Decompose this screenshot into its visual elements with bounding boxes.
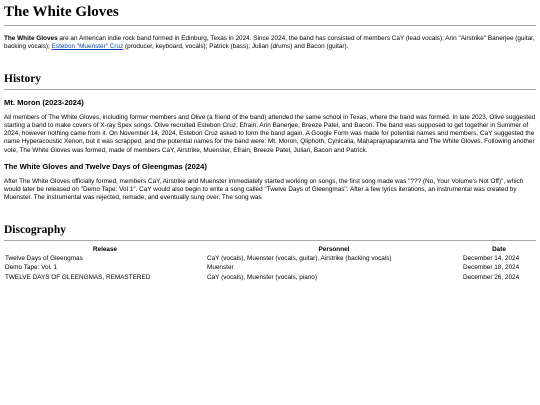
release-cell: Twelve Days of Gleengmas [5,254,83,262]
page-title: The White Gloves [4,3,536,26]
white-gloves-gleengmas-heading: The White Gloves and Twelve Days of Gleengmas (2024) [4,161,207,171]
personnel-cell: CaY (vocals), Muenster (vocals, piano) [207,273,317,281]
release-cell: TWELVE DAYS OF GLEENGMAS, REMASTERED [5,273,151,281]
date-cell: December 26, 2024 [463,273,520,281]
date-cell: December 14, 2024 [463,254,520,262]
column-header-date: Date [492,245,506,253]
history-heading: History [4,72,536,90]
date-cell: December 18, 2024 [463,264,520,272]
column-header-personnel: Personnel [318,245,350,253]
mt-moron-heading: Mt. Moron (2023-2024) [4,98,84,108]
lead-paragraph [4,35,536,51]
personnel-cell: Muenster [207,264,234,272]
lead-text-2: (producer, keyboard, vocals); Patrick (bass); Julian (drums) and Bacon (guitar). [123,43,349,51]
lead-text-1: are an American indie rock band formed in Edinburg, Texas in 2024. Since 2024, the band has consisted of members CaY (lead vocals); Arin "Airstrike" Banerjee (guitar, backing vocals); [4,35,535,51]
release-cell: Demo Tape: Vol. 1 [5,264,58,272]
lead-band-name: The White Gloves [4,35,58,42]
table-row [4,273,536,282]
personnel-cell: CaY (vocals), Muenster (vocals, guitar), Airstrike (backing vocals) [207,254,392,262]
white-gloves-gleengmas-paragraph: After The White Gloves officially formed, members CaY, Airstrike and Muenster immediately started working on songs, the first song made was "??? (No, Your Volume's Not Off)", which would later be released on "Demo Tape: Vol 1". CaY would also begin to write a song called "Twelve Days of Gleengmas". After a few lyrics iterations, an instrumental was created by Muenster. The instrumental was rejected, remade, and eventually sung over. The song was [4,177,524,201]
table-header-row [4,245,536,254]
table-row [4,254,536,263]
column-header-release: Release [92,245,118,253]
discography-table [4,245,536,282]
table-row [4,263,536,272]
mt-moron-paragraph: All members of The White Gloves, including former members and Olive (a friend of the band) attended the same school in Texas, where the band was formed. In late 2023, Olive suggested starting a band to make covers of X-ray Spex songs. Olive recruited Estebon Cruz, Efrain, Arin Banerjee, Breeze Patel, and Bacon. The band was supposed to get together in Summer of 2024, however nothing came from it. On November 14, 2024, Estebon Cruz asked to form the band again. A Google Form was made for potential names and members. CaY suggested the name Hyperacoustic Xenon, but it was scrapped, and the potential names for the band were: Mt. Moron, Qliphoth, Cynicalia, Mahaprajnaparamita and The White Gloves. Following another vote, The White Gloves was formed, made of members CaY, Airstrike, Muenster, Efrain, Breeze Patel, Julian, Bacon and Patrick. [4,114,536,154]
estebon-cruz-link[interactable]: Estebon "Muenster" Cruz [51,43,124,51]
discography-heading: Discography [4,223,536,241]
